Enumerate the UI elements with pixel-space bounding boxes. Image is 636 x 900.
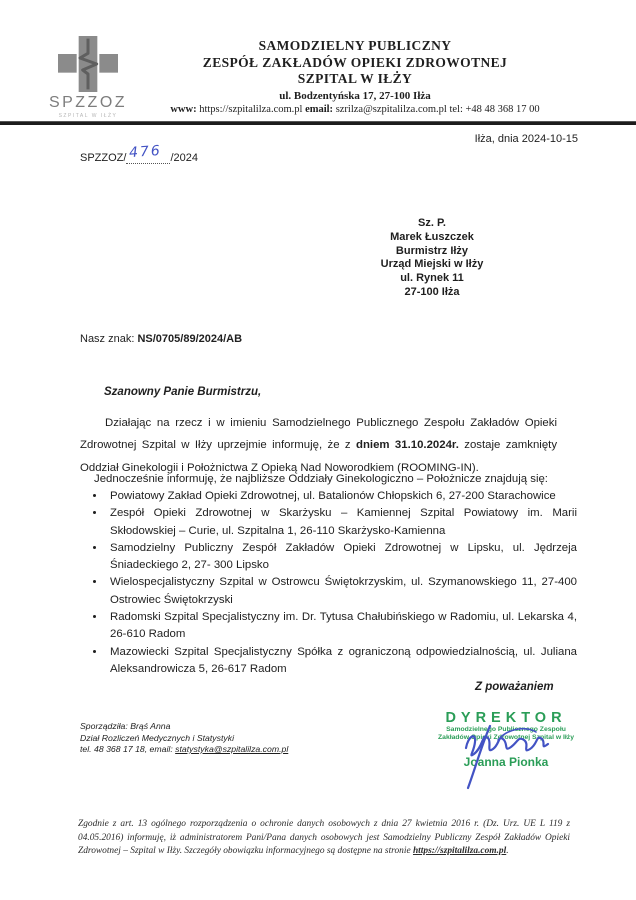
handwritten-ref-number: 476 [128,142,163,162]
ref-prefix: SPZZOZ/ [80,152,127,164]
para1-bold-date: dniem 31.10.2024r. [355,439,459,452]
recipient-line: Burmistrz Iłży [395,244,469,257]
footer-text: Zgodnie z art. 13 ogólnego rozporządzenia o ochronie danych osobowych z dnia 27 kwietnia 2016 r. (Dz. Urz. UE L 119 z 04.05.2016) informuję, iż administratorem Pani/Pana danych osobowych jest Samodzielny Publiczny Zespół Zakładów Opieki Zdrowotnej – Szpital w Iłży. Szczegóły obowiązku informacyjnego są dostępne na stronie [78,819,570,857]
para1-text-cont: zostaje zamknięty Oddział Ginekologii i Położnictwa Z Opieką Nad Noworodkiem (ROOMING-IN). [80,439,558,474]
prepared-by-tel: tel. 48 368 17 18, email: [80,744,176,754]
tel-number: +48 48 368 17 00 [465,103,540,115]
hospital-list-item: • Samodzielny Publiczny Zespół Zakładów Opieki Zdrowotnej w Lipsku, ul. Jędrzeja Śniadeckiego 2, 27- 300 Lipsko [106,540,577,575]
www-label: www: [170,103,197,115]
salutation: Szanowny Panie Burmistrzu, [104,386,262,398]
prepared-by-name: Sporządziła: Brąś Anna [80,721,171,731]
recipient-line: Urząd Miejski w Iłży [380,258,484,271]
hospital-list-item: • Zespół Opieki Zdrowotnej w Skarżysku – Kamiennej Szpital Powiatowy im. Marii Skłodowskiej – Curie, ul. Szpitalna 1, 26-110 Skarżysko-Kamienna [106,505,577,540]
hospital-list-item: • Radomski Szpital Specjalistyczny im. Dr. Tytusa Chałubińskiego w Radomiu, ul. Lekarska 4, 26-610 Radom [106,609,577,644]
email-label: email: [305,103,334,115]
hospital-list [86,488,577,678]
org-name-line: SAMODZIELNY PUBLICZNY [258,38,452,53]
ref-dotted-blank [126,142,170,164]
closing-phrase: Z poważaniem [475,681,554,693]
logo-subtitle: SZPITAL W IŁŻY [58,113,118,119]
hospital-list-item: • Wielospecjalistyczny Szpital w Ostrowcu Świętokrzyskim, ul. Szymanowskiego 11, 27-400 Ostrowiec Świętokrzyski [106,574,577,609]
date-line: Iłża, dnia 2024-10-15 [474,133,578,145]
logo-acronym: SPZZOZ [48,94,128,111]
director-stamp [420,710,592,769]
stamp-org-line-2: Zakładów Opieki Zdrowotnej Szpital w Iłży [438,734,574,742]
recipient-line: ul. Rynek 11 [400,272,464,285]
www-url: https://szpitalilza.com.pl [199,103,303,115]
header-divider [0,121,636,125]
prepared-by-contact [80,744,288,756]
hospital-list-item: • Powiatowy Zakład Opieki Zdrowotnej, ul. Batalionów Chłopskich 6, 27-200 Starachowice [106,488,577,505]
recipient-line: 27-100 Iłża [404,285,460,298]
body-paragraph-1 [80,412,557,479]
prepared-by-email-link[interactable]: statystyka@szpitalilza.com.pl [175,744,289,754]
org-name-lines [130,38,580,88]
hospital-logo [38,36,138,119]
org-contact-line [130,104,580,115]
org-name-line: ZESPÓŁ ZAKŁADÓW OPIEKI ZDROWOTNEJ [202,54,508,70]
our-reference-label: Nasz znak: [80,333,138,345]
org-address: ul. Bodzentyńska 17, 27-100 Iłża [279,89,431,102]
prepared-by-department: Dział Rozliczeń Medycznych i Statystyki [80,732,235,743]
medical-cross-ekg-icon [38,36,138,92]
reference-number-line [80,142,198,164]
footer-text-end: . [506,846,509,857]
body-paragraph-2: Jednocześnie informuję, że najbliższe Oddziały Ginekologiczno – Położnicze znajdują się: [94,473,548,485]
our-reference-value: NS/0705/89/2024/AB [137,333,243,345]
recipient-address-block [352,217,512,300]
para1-text: Działając na rzecz i w imieniu Samodzielnego Publicznego Zespołu Zakładów Opieki Zdrowotnej Szpital w Iłży uprzejmie informuję, że z [80,417,557,452]
footer-website-link[interactable]: https://szpitalilza.com.pl [412,846,507,857]
hospital-list-item: • Mazowiecki Szpital Specjalistyczny Spółka z ograniczoną odpowiedzialnością, ul. Juliana Aleksandrowicza 5, 26-617 Radom [106,644,577,679]
gdpr-footer-note [78,818,570,859]
org-name-line: SZPITAL W IŁŻY [297,71,413,86]
tel-label: tel: [449,103,463,115]
email-address: szrilza@szpitalilza.com.pl [335,103,447,115]
letterhead [130,38,580,115]
stamp-title: DYREKTOR [445,710,567,726]
recipient-line: Sz. P. [418,217,446,229]
recipient-line: Marek Łuszczek [390,230,474,243]
our-reference-line [80,333,242,345]
stamp-org-line-1: Samodzielnego Publicznego Zespołu [446,726,566,733]
prepared-by-block [80,721,288,756]
stamp-director-name: Joanna Pionka [463,755,549,770]
ref-suffix: /2024 [170,152,198,164]
